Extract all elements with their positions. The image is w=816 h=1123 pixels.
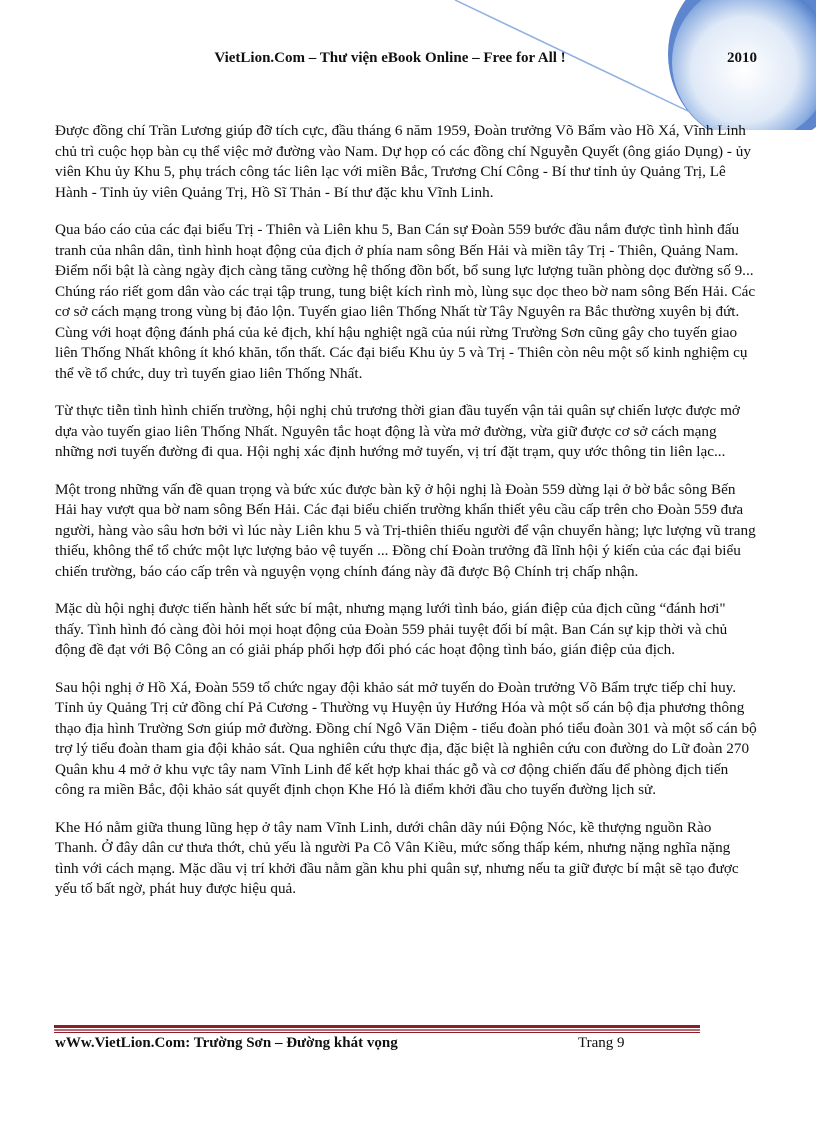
header-title: VietLion.Com – Thư viện eBook Online – Free for All ! — [214, 50, 566, 66]
paragraph: Qua báo cáo của các đại biểu Trị - Thiên và Liên khu 5, Ban Cán sự Đoàn 559 bước đầu nắm được tình hình đấu tranh của nhân dân, tình hình hoạt động của địch ở phía nam sông Bến Hải và miền tây Trị - Thiên, Quảng Nam. Điểm nổi bật là càng ngày địch càng tăng cường hệ thống đồn bốt, bổ sung lực lượng tuần phòng dọc đường số 9... Chúng ráo riết gom dân vào các trại tập trung, tung biệt kích rình mò, lùng sục dọc theo bờ nam sông Bến Hải. Các cơ sở cách mạng trong vùng bị đảo lộn. Tuyến giao liên Thống Nhất từ Tây Nguyên ra Bắc thường xuyên bị đứt. Cùng với hoạt động đánh phá của kẻ địch, khí hậu nghiệt ngã của núi rừng Trường Sơn cũng gây cho tuyến giao liên Thống Nhất không ít khó khăn, tổn thất. Các đại biểu Khu ủy 5 và Trị - Thiên còn nêu một số kinh nghiệm cụ thể về tổ chức, duy trì tuyến giao liên Thống Nhất. — [55, 221, 756, 382]
footer-rule — [54, 1025, 700, 1033]
paragraph: Sau hội nghị ở Hồ Xá, Đoàn 559 tổ chức ngay đội khảo sát mở tuyến do Đoàn trưởng Võ Bẩm trực tiếp chỉ huy. Tỉnh ủy Quảng Trị cử đồng chí Pả Cương - Thường vụ Huyện ủy Hướng Hóa và một số cán bộ địa phương thông thạo địa hình Trường Sơn giúp mở đường. Đồng chí Ngô Văn Diệm - tiểu đoàn phó tiểu đoàn 301 và một số cán bộ trợ lý tiểu đoàn tham gia đội khảo sát. Qua nghiên cứu thực địa, đặc biệt là nghiên cứu con đường do Lữ đoàn 270 Quân khu 4 mở ở khu vực tây nam Vĩnh Linh để kết hợp khai thác gỗ và cơ động chiến đấu để phòng địch tiến công ra miền Bắc, đội khảo sát quyết định chọn Khe Hó là điểm khởi đầu cho tuyến đường lịch sử. — [55, 678, 757, 798]
paragraph: Từ thực tiễn tình hình chiến trường, hội nghị chủ trương thời gian đầu tuyến vận tải quân sự chiến lược được mở dựa vào tuyến giao liên Thống Nhất. Nguyên tắc hoạt động là vừa mở đường, vừa giữ được cơ sở cách mạng những nơi tuyến đường đi qua. Hội nghị xác định hướng mở tuyến, vị trí đặt trạm, quy ước thông tin liên lạc... — [55, 402, 740, 460]
paragraph: Mặc dù hội nghị được tiến hành hết sức bí mật, nhưng mạng lưới tình báo, gián điệp của địch cũng “đánh hơi" thấy. Tình hình đó càng đòi hỏi mọi hoạt động của Đoàn 559 phải tuyệt đối bí mật. Ban Cán sự kịp thời và chủ động đề đạt với Bộ Công an có giải pháp phối hợp đối phó các hoạt động tình báo, gián điệp của địch. — [55, 600, 728, 658]
page-content — [55, 121, 757, 917]
header-year: 2010 — [727, 50, 757, 66]
footer-book-title: wWw.VietLion.Com: Trường Sơn – Đường khát vọng — [55, 1035, 398, 1051]
paragraph: Một trong những vấn đề quan trọng và bức xúc được bàn kỹ ở hội nghị là Đoàn 559 dừng lại ở bờ bắc sông Bến Hải hay vượt qua bờ nam sông Bến Hải. Các đại biểu chiến trường khẩn thiết yêu cầu cấp trên cho Đoàn 559 đưa người, hàng vào sâu hơn bởi vì lúc này Liên khu 5 và Trị-thiên thiếu người để vận chuyển hàng; lực lượng vũ trang thiếu, không thể tổ chức một lực lượng bảo vệ tuyến ... Đồng chí Đoàn trưởng đã lĩnh hội ý kiến của các đại biểu chiến trường, báo cáo cấp trên và nguyện vọng chính đáng này đã được Bộ Chính trị chấp nhận. — [55, 480, 756, 580]
paragraph: Được đồng chí Trần Lương giúp đỡ tích cực, đầu tháng 6 năm 1959, Đoàn trưởng Võ Bẩm vào Hồ Xá, Vĩnh Linh chủ trì cuộc họp bàn cụ thể việc mở đường vào Nam. Dự họp có các đồng chí Nguyễn Quyết (ông giáo Dụng) - ủy viên Khu ủy Khu 5, phụ trách công tác liên lạc với miền Bắc, Trương Chí Công - Bí thư tỉnh ủy Quảng Trị, Lê Hành - Tỉnh ủy viên Quảng Trị, Hồ Sĩ Thản - Bí thư đặc khu Vĩnh Linh. — [55, 122, 751, 201]
paragraph: Khe Hó nằm giữa thung lũng hẹp ở tây nam Vĩnh Linh, dưới chân dãy núi Động Nóc, kề thượng nguồn Rào Thanh. Ở đây dân cư thưa thớt, chủ yếu là người Pa Cô Vân Kiều, mức sống thấp kém, nhưng nặng nghĩa nặng tình với cách mạng. Mặc dầu vị trí khởi đầu nằm gần khu phi quân sự, nhưng nếu ta giữ được bí mật sẽ tạo được yếu tố bất ngờ, phát huy được hiệu quả. — [55, 818, 739, 897]
footer-page-number: Trang 9 — [578, 1035, 625, 1051]
